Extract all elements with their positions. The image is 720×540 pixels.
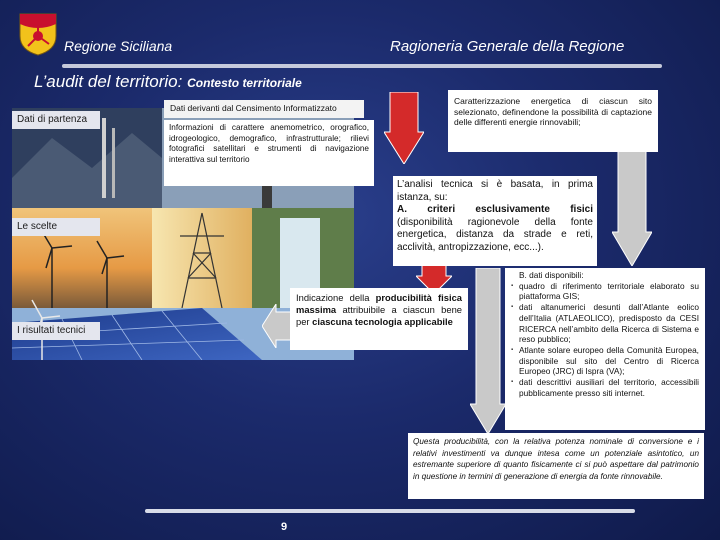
indicazione-bold1: producibilità fisica massima xyxy=(296,292,463,315)
dati-list xyxy=(511,281,699,399)
page-title xyxy=(34,72,302,92)
arrow-down-grey-1 xyxy=(612,150,652,266)
label-dati-di-partenza: Dati di partenza xyxy=(12,111,100,129)
footer-divider xyxy=(145,509,635,513)
arrow-down-red-1 xyxy=(384,92,424,164)
label-risultati-tecnici: I risultati tecnici xyxy=(12,322,100,340)
label-le-scelte: Le scelte xyxy=(12,218,100,236)
caratterizzazione-box: Caratterizzazione energetica di ciascun sito selezionato, definendone la possibilità di captazione delle differenti energie rinnovabili; xyxy=(448,90,658,152)
org-name-left: Regione Siciliana xyxy=(64,38,173,54)
list-item: ▪ dati altanumerici desunti dall’Atlante eolico dell’Italia (ATLAEOLICO), predisposto da CESI RICERCA nell’ambito della Ricerca di Sistema e reso pubblico; xyxy=(519,302,699,345)
analisi-intro: L’analisi tecnica si è basata, in prima istanza, su: xyxy=(397,179,593,203)
producibilita-note-box: Questa producibilità, con la relativa potenza nominale di conversione e i relativi investimenti va dunque intesa come un potenziale asintotico, un estremante superiore di quanto fisicamente ci si può aspettare dal patrimonio in questione in termini di generazione di energia da fonte rinnovabile. xyxy=(408,433,704,499)
dati-title: B. dati disponibili: xyxy=(519,270,584,280)
analisi-criterio-a-text: (disponibilità ragionevole della fonte energetica, distanza da strade e reti, acclività, antropizzazione, ecc...). xyxy=(397,216,593,253)
org-name-right: Ragioneria Generale della Regione xyxy=(390,38,625,55)
analisi-criterio-a: A. criteri esclusivamente fisici xyxy=(397,204,593,215)
page-number: 9 xyxy=(281,521,288,533)
list-item: ▪ Atlante solare europeo della Comunità Europea, disponibile sul sito del Centro di Ricerca Europeo (JRC) di Ispra (VA); xyxy=(519,345,699,377)
indicazione-part1: Indicazione della xyxy=(296,292,370,303)
page-title-main: L’audit del territorio: xyxy=(34,72,183,91)
census-title-box: Dati derivanti dal Censimento Informatizzato xyxy=(164,100,364,118)
census-description-box: Informazioni di carattere anemometrico, orografico, idrogeologico, demografico, infrastrutturale; rilievi fotografici satellitari e strumenti di navigazione interattiva sul territorio xyxy=(164,120,374,186)
indicazione-bold2: ciascuna tecnologia applicabile xyxy=(312,316,453,327)
indicazione-part2: attribuibile a ciascun bene per xyxy=(296,304,463,327)
header-divider xyxy=(62,64,662,68)
arrow-down-grey-2 xyxy=(470,268,506,434)
list-item: ▪ quadro di riferimento territoriale elaborato su piattaforma GIS; xyxy=(519,281,699,302)
dati-disponibili-box xyxy=(505,268,705,430)
analisi-tecnica-box xyxy=(393,176,597,266)
list-item: ▪ dati descrittivi ausiliari del territorio, accessibili pubblicamente presso siti internet. xyxy=(519,377,699,398)
region-logo xyxy=(18,12,58,56)
indicazione-box xyxy=(290,288,468,350)
page-title-sub: Contesto territoriale xyxy=(187,76,302,90)
arrow-left-grey xyxy=(262,304,292,348)
